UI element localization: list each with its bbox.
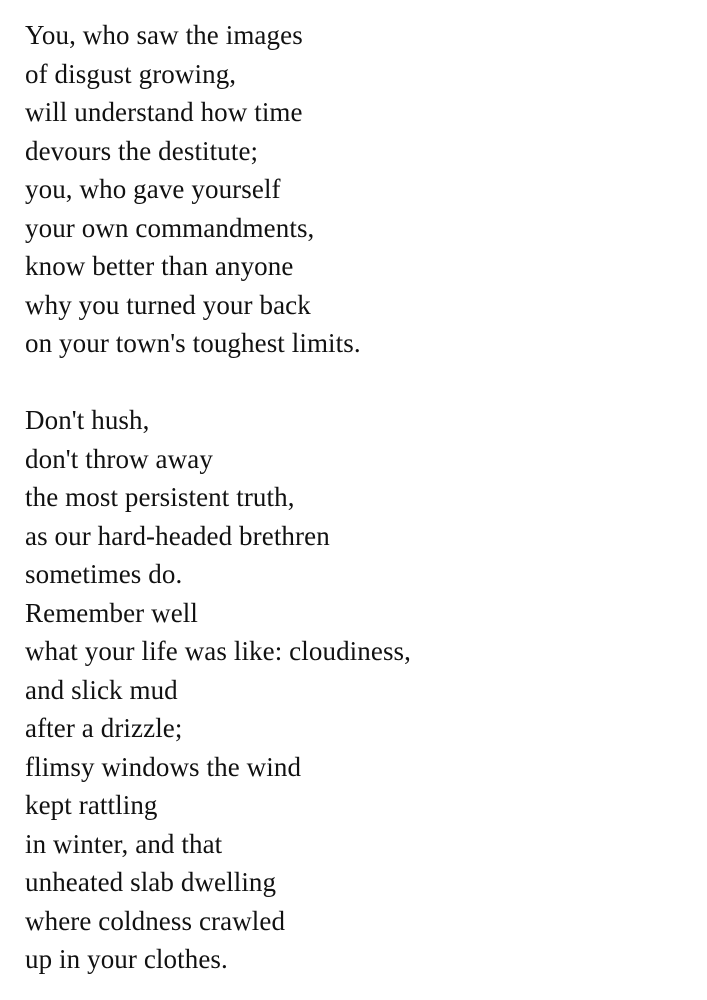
poem-line: what your life was like: cloudiness,: [25, 636, 412, 666]
poem-line: devours the destitute;: [25, 135, 259, 166]
poem-line: up in your clothes.: [25, 944, 228, 974]
poem-line: Don't hush,: [25, 405, 150, 435]
poem-text: [25, 16, 695, 979]
poem-line: Remember well: [25, 597, 198, 628]
poem-line: your own commandments,: [25, 212, 315, 243]
poem-line: and slick mud: [25, 674, 178, 705]
poem-line: of disgust growing,: [25, 58, 237, 89]
poem-line: as our hard-headed brethren: [25, 520, 330, 551]
poem-line: will understand how time: [25, 97, 303, 127]
poem-line: You, who saw the images: [25, 20, 303, 50]
stanza-1: [25, 16, 695, 363]
poem-line: know better than anyone: [25, 251, 294, 281]
poem-line: kept rattling: [25, 790, 158, 820]
poem-line: the most persistent truth,: [25, 482, 295, 512]
poem-line: you, who gave yourself: [25, 174, 281, 204]
poem-line: flimsy windows the wind: [25, 751, 302, 782]
poem-line: where coldness crawled: [25, 905, 286, 936]
poem-line: why you turned your back: [25, 289, 311, 320]
poem-line: don't throw away: [25, 443, 213, 474]
poem-line: sometimes do.: [25, 559, 183, 589]
poem-line: in winter, and that: [25, 828, 223, 859]
poem-line: unheated slab dwelling: [25, 867, 277, 897]
stanza-2: [25, 401, 695, 979]
poem-line: on your town's toughest limits.: [25, 328, 361, 358]
poem-line: after a drizzle;: [25, 713, 183, 743]
